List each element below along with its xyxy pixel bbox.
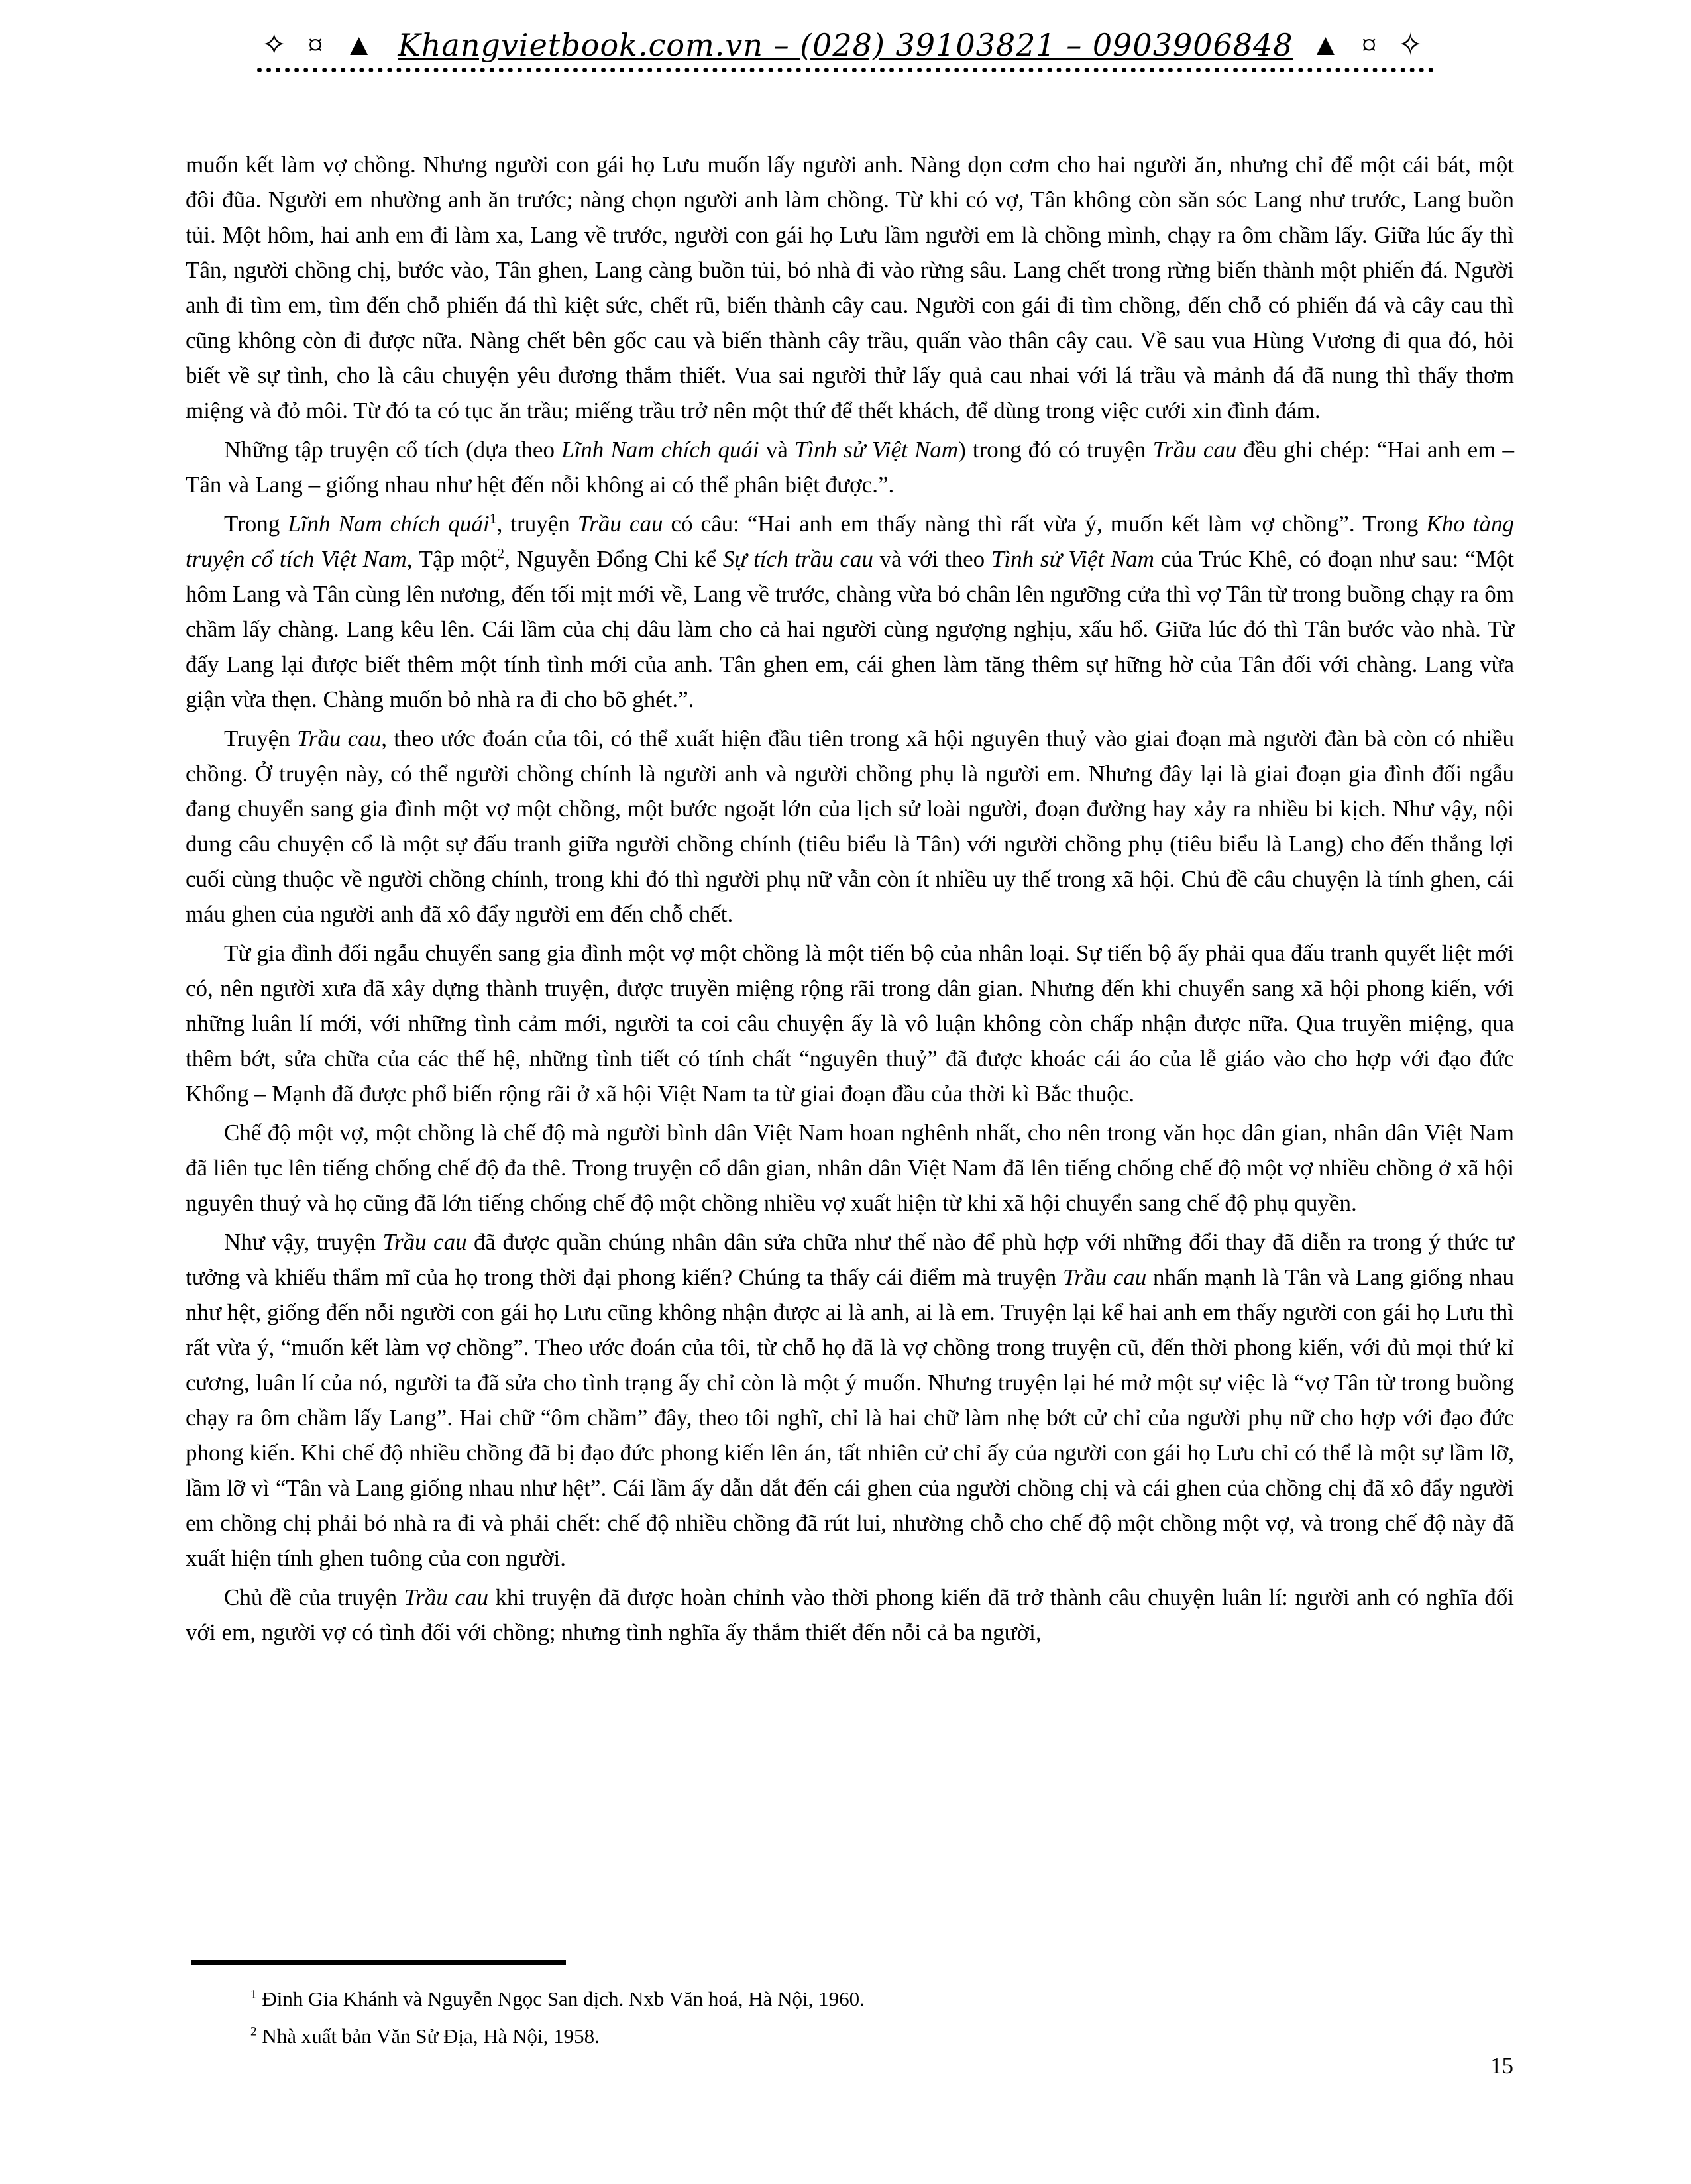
publisher-contact-line: Khangvietbook.com.vn – (028) 39103821 – 0903906848 [398, 27, 1293, 63]
paragraph: Truyện Trầu cau, theo ước đoán của tôi, có thể xuất hiện đầu tiên trong xã hội nguyên thuỷ vào giai đoạn mà người đàn bà còn có nhiều chồng. Ở truyện này, có thể người chồng chính là người anh và người chồng phụ là người em. Nhưng đây lại là giai đoạn gia đình đối ngẫu đang chuyển sang gia đình một vợ một chồng, một bước ngoặt lớn của lịch sử loài người, đoạn đường hay xảy ra nhiều bi kịch. Như vậy, nội dung câu chuyện cổ là một sự đấu tranh giữa người chồng chính (tiêu biểu là Tân) với người chồng phụ (tiêu biểu là Lang) cho đến thắng lợi cuối cùng thuộc về người chồng chính, trong khi đó thì người phụ nữ vẫn còn ít nhiều uy thế trong xã hội. Chủ đề câu chuyện là tính ghen, cái máu ghen của người anh đã xô đẩy người em đến chỗ chết. [186, 726, 1514, 927]
paragraph: Chủ đề của truyện Trầu cau khi truyện đã được hoàn chỉnh vào thời phong kiến đã trở thành câu chuyện luân lí: người anh có nghĩa đối với em, người vợ có tình đối với chồng; nhưng tình nghĩa ấy thắm thiết đến nỗi cả ba người, [186, 1584, 1514, 1645]
footnote-marker: 1 [250, 1987, 257, 2002]
paragraph: Như vậy, truyện Trầu cau đã được quần chúng nhân dân sửa chữa như thế nào để phù hợp với những đổi thay đã diễn ra trong ý thức tư tưởng và khiếu thẩm mĩ của họ trong thời đại phong kiến? Chúng ta thấy cái điểm mà truyện Trầu cau nhấn mạnh là Tân và Lang giống nhau như hệt, giống đến nỗi người con gái họ Lưu cũng không nhận được ai là anh, ai là em. Truyện lại kể hai anh em thấy người con gái họ Lưu thì rất vừa ý, “muốn kết làm vợ chồng”. Theo ước đoán của tôi, từ chỗ họ đã là vợ chồng trong truyện cũ, đến thời phong kiến, với đủ mọi thứ kỉ cương, luân lí của nó, người ta đã sửa cho tình trạng ấy chỉ còn là một ý muốn. Nhưng truyện lại hé mở một sự việc là “vợ Tân từ trong buồng chạy ra ôm chầm lấy Lang”. Hai chữ “ôm chầm” đây, theo tôi nghĩ, chỉ là hai chữ làm nhẹ bớt cử chỉ của người phụ nữ cho hợp với đạo đức phong kiến. Khi chế độ nhiều chồng đã bị đạo đức phong kiến lên án, tất nhiên cử chỉ ấy của người con gái họ Lưu chỉ có thể là một sự lầm lỡ, lầm lỡ vì “Tân và Lang giống nhau như hệt”. Cái lầm ấy dẫn dắt đến cái ghen của người chồng chị và cái ghen của chồng chị đã xô đẩy người em chồng chị phải bỏ nhà ra đi và phải chết: chế độ nhiều chồng đã rút lui, nhường chỗ cho chế độ một chồng một vợ, và trong chế độ này đã xuất hiện tính ghen tuông của con người. [186, 1229, 1514, 1571]
footnote-separator [191, 1960, 566, 1965]
paragraph: muốn kết làm vợ chồng. Nhưng người con gái họ Lưu muốn lấy người anh. Nàng dọn cơm cho hai người ăn, nhưng chỉ để một cái bát, một đôi đũa. Người em nhường anh ăn trước; nàng chọn người anh làm chồng. Từ khi có vợ, Tân không còn săn sóc Lang như trước, Lang buồn tủi. Một hôm, hai anh em đi làm xa, Lang về trước, người con gái họ Lưu lầm người em là chồng mình, chạy ra ôm chầm lấy. Giữa lúc ấy thì Tân, người chồng chị, bước vào, Tân ghen, Lang càng buồn tủi, bỏ nhà đi vào rừng sâu. Lang chết trong rừng biến thành một phiến đá. Người anh đi tìm em, tìm đến chỗ phiến đá thì kiệt sức, chết rũ, biến thành cây cau. Người con gái đi tìm chồng, đến chỗ có phiến đá và cây cau thì cũng không còn đi được nữa. Nàng chết bên gốc cau và biến thành cây trầu, quấn vào thân cây cau. Về sau vua Hùng Vương đi qua đó, hỏi biết về sự tình, cho là câu chuyện yêu đương thắm thiết. Vua sai người thử lấy quả cau nhai với lá trầu và mảnh đá đã nung thì thấy thơm miệng và đỏ môi. Từ đó ta có tục ăn trầu; miếng trầu trở nên một thứ để thết khách, để dùng trong việc cưới xin đình đám. [186, 152, 1514, 423]
paragraph: Chế độ một vợ, một chồng là chế độ mà người bình dân Việt Nam hoan nghênh nhất, cho nên trong văn học dân gian, nhân dân Việt Nam đã liên tục lên tiếng chống chế độ đa thê. Trong truyện cổ dân gian, nhân dân Việt Nam đã lên tiếng chống chế độ một vợ nhiều chồng ở xã hội nguyên thuỷ và họ cũng đã lớn tiếng chống chế độ một chồng nhiều vợ xuất hiện từ khi xã hội chuyển sang chế độ phụ quyền. [186, 1120, 1514, 1216]
footnotes-section [191, 1960, 1516, 2057]
paragraph: Những tập truyện cổ tích (dựa theo Lĩnh Nam chích quái và Tình sử Việt Nam) trong đó có truyện Trầu cau đều ghi chép: “Hai anh em – Tân và Lang – giống nhau như hệt đến nỗi không ai có thể phân biệt được.”. [186, 437, 1514, 498]
footnote: $^1$ Đinh Gia Khánh và Nguyễn Ngọc San dịch. Nxb Văn hoá, Hà Nội, 1960. [250, 1987, 865, 2010]
page-number: 15 [1490, 2053, 1513, 2079]
paragraph: Trong Lĩnh Nam chích quái$^1$, truyện Trầu cau có câu: “Hai anh em thấy nàng thì rất vừa ý, muốn kết làm vợ chồng”. Trong Kho tàng truyện cổ tích Việt Nam, Tập một$^2$, Nguyễn Đổng Chi kể Sự tích trầu cau và với theo Tình sử Việt Nam của Trúc Khê, có đoạn như sau: “Một hôm Lang và Tân cùng lên nương, đến tối mịt mới về, Lang về trước, chàng vừa bỏ chân lên ngưỡng cửa thì vợ Tân từ trong buồng chạy ra ôm chầm lấy chàng. Lang kêu lên. Cái lầm của chị dâu làm cho cả hai người cùng ngượng nghịu, xấu hổ. Giữa lúc đó thì Tân bước vào nhà. Từ đấy Lang lại được biết thêm một tính tình mới của anh. Tân ghen em, cái ghen làm tăng thêm sự hững hờ của Tân đối với chàng. Lang vừa giận vừa thẹn. Chàng muốn bỏ nhà ra đi cho bõ ghét.”. [186, 510, 1515, 712]
page-header [0, 27, 1691, 72]
header-rule [257, 27, 1433, 72]
article-body [186, 147, 1514, 1650]
footnote: $^2$ Nhà xuất bản Văn Sử Địa, Hà Nội, 1958. [250, 2024, 600, 2048]
paragraph: Từ gia đình đối ngẫu chuyển sang gia đình một vợ một chồng là một tiến bộ của nhân loại. Sự tiến bộ ấy phải qua đấu tranh quyết liệt mới có, nên người xưa đã xây dựng thành truyện, được truyền miệng rộng rãi trong dân gian. Nhưng đến khi chuyển sang xã hội phong kiến, với những luân lí mới, với những tình cảm mới, người ta coi câu chuyện ấy là vô luận không còn chấp nhận được nữa. Qua truyền miệng, qua thêm bớt, sửa chữa của các thế hệ, những tình tiết có tính chất “nguyên thuỷ” đã được khoác cái áo của lễ giáo vào cho hợp với đạo đức Khổng – Mạnh đã được phổ biến rộng rãi ở xã hội Việt Nam ta từ giai đoạn đầu của thời kì Bắc thuộc. [186, 940, 1514, 1107]
left-ornament-icon: ✧ ¤ ▲ [261, 28, 381, 62]
right-ornament-icon: ▲ ¤ ✧ [1310, 28, 1430, 62]
footnote-list [191, 1983, 1516, 2053]
footnote-marker: 2 [250, 2024, 257, 2039]
